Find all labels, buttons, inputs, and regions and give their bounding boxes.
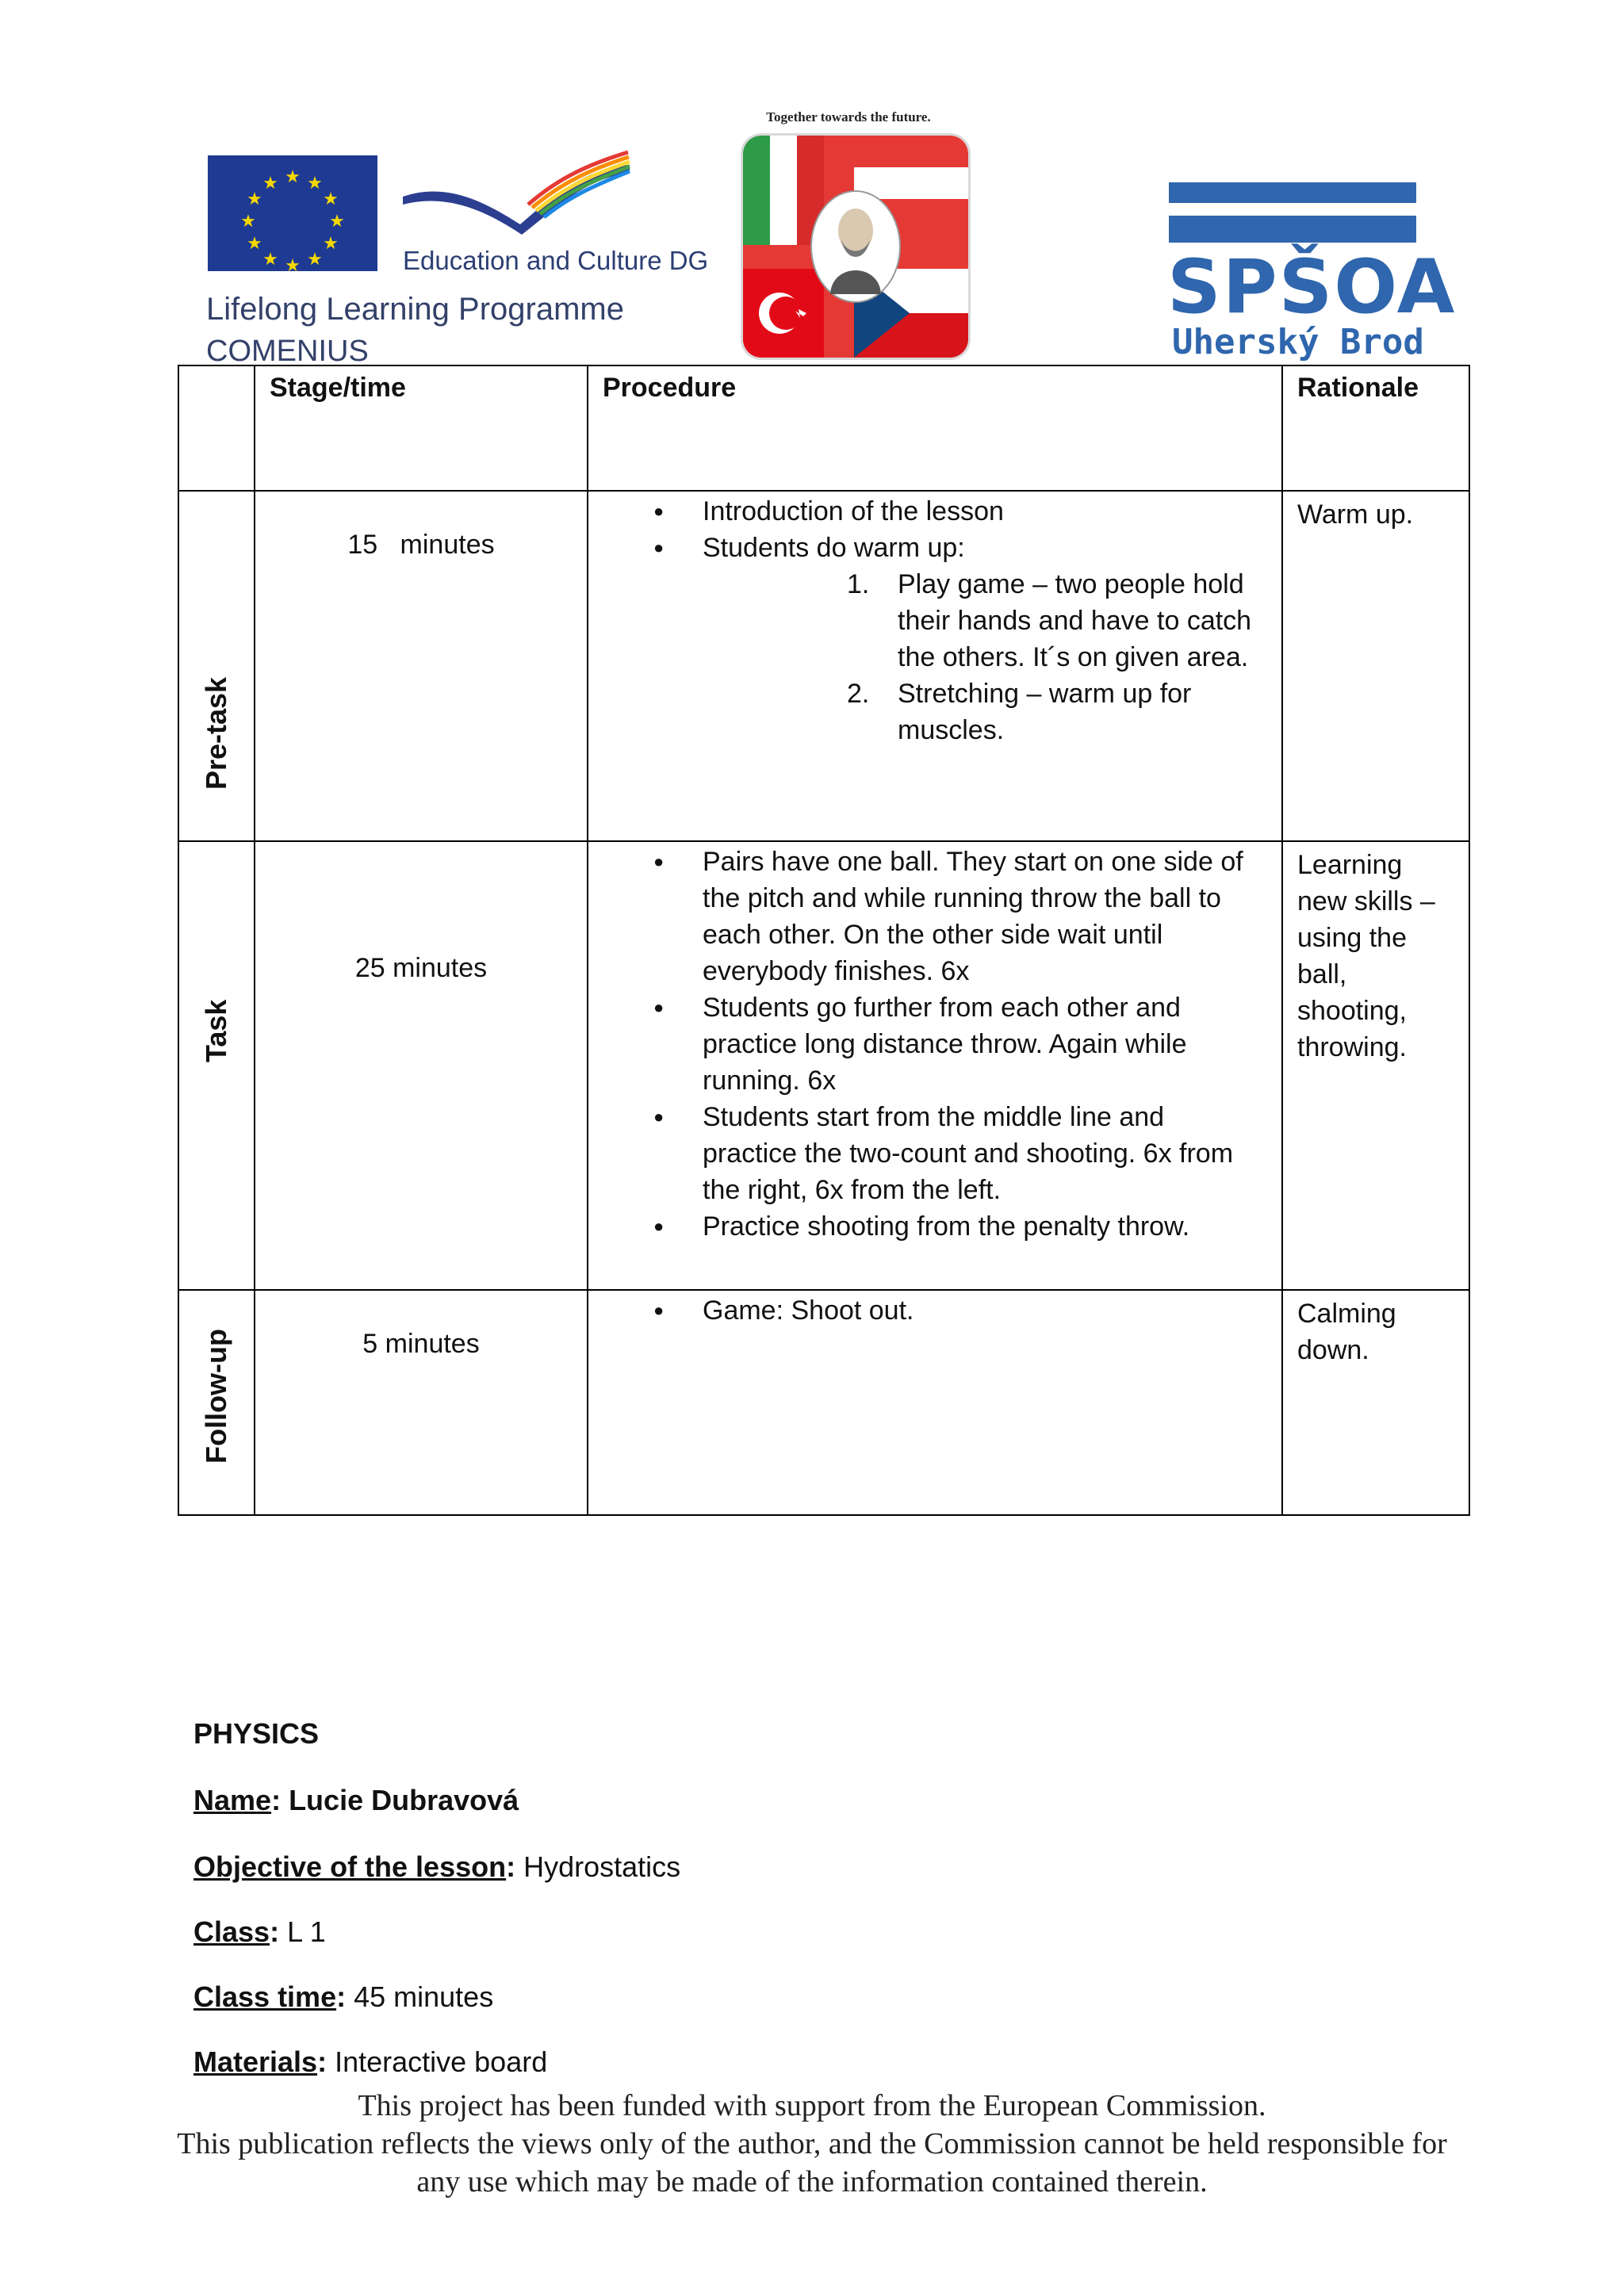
name-value: Lucie Dubravová [289,1784,519,1816]
school-logo-bar-top [1169,182,1416,203]
numbered-list [588,566,1281,748]
numbered-item [588,566,1281,675]
footer-line: any use which may be made of the information contained therein. [416,2165,1208,2198]
rationale-cell: Calming down. [1282,1290,1469,1515]
table-header-row [178,365,1469,491]
phase-cell [178,491,255,841]
phase-cell [178,1290,255,1515]
header-empty-cell [178,365,255,491]
class-colon: : [270,1915,288,1948]
phase-cell [178,841,255,1290]
lesson-plan-table [178,365,1470,1516]
procedure-list [588,844,1281,1245]
materials-colon: : [317,2045,335,2078]
class-label: Class [193,1915,270,1948]
class-time-label: Class time [193,1980,337,2013]
procedure-cell [588,841,1282,1290]
class-line [193,1915,326,1949]
time-cell [255,491,588,841]
header-rationale: Rationale [1282,365,1469,491]
subject-heading: PHYSICS [193,1717,320,1750]
item-number: 2. [847,679,870,709]
rationale-cell: Learning new skills – using the ball, shooting, throwing. [1282,841,1469,1290]
list-item: ● Pairs have one ball. They start on one side of the pitch and while running throw the ball to each other. On the other side wait until everybody finishes. 6x [588,844,1281,989]
eu-flag-logo: ★ ★ ★ ★ ★ ★ ★ ★ ★ ★ ★ ★ [208,155,377,271]
table-row [178,491,1469,841]
partner-flags-icon [743,136,968,358]
item-text: Play game – two people hold their hands and have to catch the others. It´s on given area. [898,569,1252,672]
item-text: Stretching – warm up for muscles. [898,679,1192,745]
time-text: 15 minutes [347,530,495,560]
footer-line: This publication reflects the views only of the author, and the Commission cannot be held responsible for [177,2127,1447,2160]
objective-line [193,1850,680,1884]
partner-motto: Together towards the future. [766,109,931,124]
procedure-cell [588,1290,1282,1515]
phase-label: Pre-task [200,676,232,790]
objective-value: Hydrostatics [523,1850,681,1883]
edu-culture-text: Education and Culture DG [403,246,709,275]
llp-swoosh-logo [401,149,631,236]
objective-colon: : [506,1850,524,1883]
header-stage-time: Stage/time [255,365,588,491]
partner-flags-logo [741,133,971,360]
materials-value: Interactive board [335,2045,548,2078]
name-line [193,1784,519,1817]
school-logo-bar-bottom [1169,216,1416,243]
class-time-value: 45 minutes [354,1980,494,2013]
class-value: L 1 [287,1915,326,1948]
phase-label: Task [200,999,232,1062]
school-logo [1167,182,1457,362]
list-item: ● Students do warm up: [588,530,1281,566]
school-logo-name: SPŠOA [1167,244,1457,331]
procedure-list [588,1292,1281,1329]
header-procedure: Procedure [588,365,1282,491]
list-item: ● Game: Shoot out. [588,1292,1281,1329]
procedure-list [588,493,1281,566]
class-time-line [193,1980,493,2014]
numbered-item [588,675,1281,748]
phase-label: Follow-up [200,1329,232,1464]
name-colon: : [271,1784,289,1816]
school-logo-city: Uherský Brod [1172,322,1424,362]
materials-label: Materials [193,2045,318,2078]
comenius-text: COMENIUS [206,335,369,368]
llp-title-text: Lifelong Learning Programme [206,292,624,327]
table-row [178,1290,1469,1515]
materials-line [193,2045,547,2079]
name-label: Name [193,1784,272,1816]
list-item: ● Students start from the middle line and practice the two-count and shooting. 6x from the right, 6x from the left. [588,1099,1281,1208]
table-row [178,841,1469,1290]
rationale-cell: Warm up. [1282,491,1469,841]
objective-label: Objective of the lesson [193,1850,507,1883]
list-item: ● Practice shooting from the penalty throw. [588,1208,1281,1245]
footer-line: This project has been funded with support from the European Commission. [358,2089,1266,2122]
time-cell [255,1290,588,1515]
time-text: 25 minutes [354,953,488,983]
item-number: 1. [847,569,870,599]
time-cell [255,841,588,1290]
list-item: ● Introduction of the lesson [588,493,1281,530]
funding-footer [0,2087,1624,2201]
class-time-colon: : [336,1980,354,2013]
time-text: 5 minutes [362,1329,480,1359]
procedure-cell [588,491,1282,841]
list-item: ● Students go further from each other and practice long distance throw. Again while running. 6x [588,989,1281,1099]
